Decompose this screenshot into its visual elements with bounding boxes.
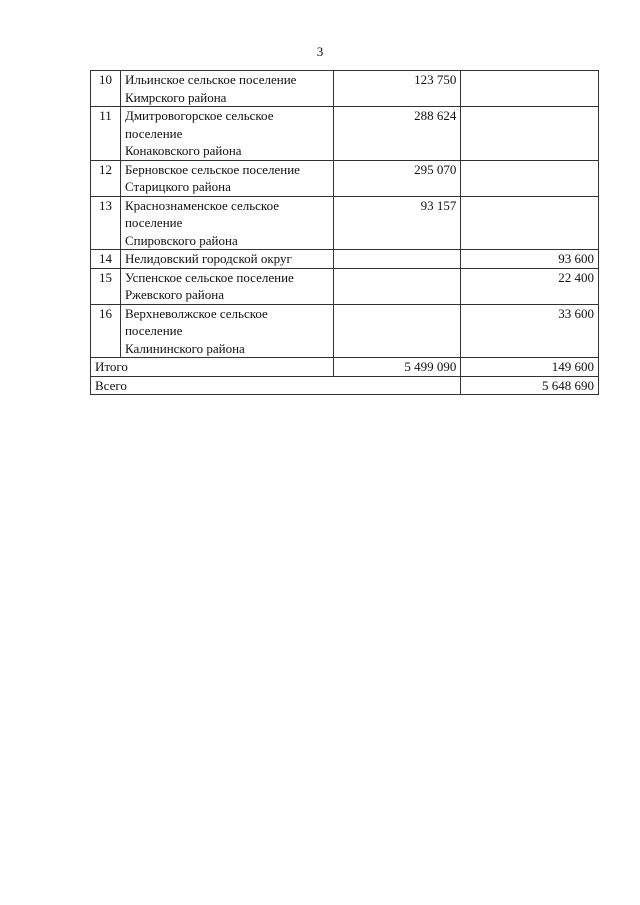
municipality-name <box>120 160 333 196</box>
grand-total-amount: 5 648 690 <box>461 376 599 395</box>
table-row <box>91 304 599 358</box>
row-number: 14 <box>91 250 121 269</box>
row-number: 11 <box>91 107 121 161</box>
row-number: 13 <box>91 196 121 250</box>
table-row <box>91 268 599 304</box>
amount-column-b <box>461 107 599 161</box>
amount-column-b <box>461 71 599 107</box>
grand-total-row <box>91 376 599 395</box>
amount-column-b <box>461 160 599 196</box>
municipality-name-line: Берновское сельское поселение <box>124 161 300 177</box>
municipality-name <box>120 250 333 269</box>
municipality-name-line: Спировского района <box>124 232 238 248</box>
amount-column-a: 93 157 <box>333 196 461 250</box>
row-number: 10 <box>91 71 121 107</box>
amount-column-b: 22 400 <box>461 268 599 304</box>
total-label: Итого <box>91 358 334 377</box>
table-row <box>91 250 599 269</box>
municipality-name <box>120 71 333 107</box>
allocation-table <box>90 70 599 395</box>
municipality-name-line: поселение <box>124 323 183 338</box>
municipality-name <box>120 268 333 304</box>
municipality-name-line: Краснознаменское сельское <box>124 197 280 213</box>
municipality-name-line: Кимрского района <box>124 89 227 105</box>
municipality-name-line: Успенское сельское поселение <box>124 269 294 285</box>
amount-column-b: 33 600 <box>461 304 599 358</box>
amount-column-a: 295 070 <box>333 160 461 196</box>
total-amount-b: 149 600 <box>461 358 599 377</box>
row-number: 12 <box>91 160 121 196</box>
municipality-name-line: поселение <box>124 125 183 141</box>
table-row <box>91 107 599 161</box>
municipality-name <box>120 196 333 250</box>
municipality-name-line: Калининского района <box>124 340 245 356</box>
municipality-name-line: Ильинское сельское поселение <box>124 72 297 87</box>
municipality-name-line: Нелидовский городской округ <box>124 251 292 266</box>
amount-column-a <box>333 268 461 304</box>
total-row <box>91 358 599 377</box>
amount-column-a: 288 624 <box>333 107 461 161</box>
grand-total-label: Всего <box>91 376 461 395</box>
table-body <box>91 71 599 395</box>
municipality-name-line: Старицкого района <box>124 179 231 194</box>
municipality-name-line: Верхневолжское сельское <box>124 305 268 321</box>
municipality-name-line: поселение <box>124 215 183 230</box>
municipality-name <box>120 304 333 358</box>
page-number: 3 <box>316 44 324 59</box>
row-number: 16 <box>91 304 121 358</box>
table-row <box>91 160 599 196</box>
row-number: 15 <box>91 268 121 304</box>
municipality-name-line: Ржевского района <box>124 287 224 302</box>
amount-column-a <box>333 250 461 269</box>
amount-column-b <box>461 196 599 250</box>
amount-column-a: 123 750 <box>333 71 461 107</box>
municipality-name <box>120 107 333 161</box>
municipality-name-line: Дмитровогорское сельское <box>124 108 274 123</box>
total-amount-a: 5 499 090 <box>333 358 461 377</box>
amount-column-a <box>333 304 461 358</box>
table-row <box>91 196 599 250</box>
municipality-name-line: Конаковского района <box>124 143 242 158</box>
table-row <box>91 71 599 107</box>
amount-column-b: 93 600 <box>461 250 599 269</box>
